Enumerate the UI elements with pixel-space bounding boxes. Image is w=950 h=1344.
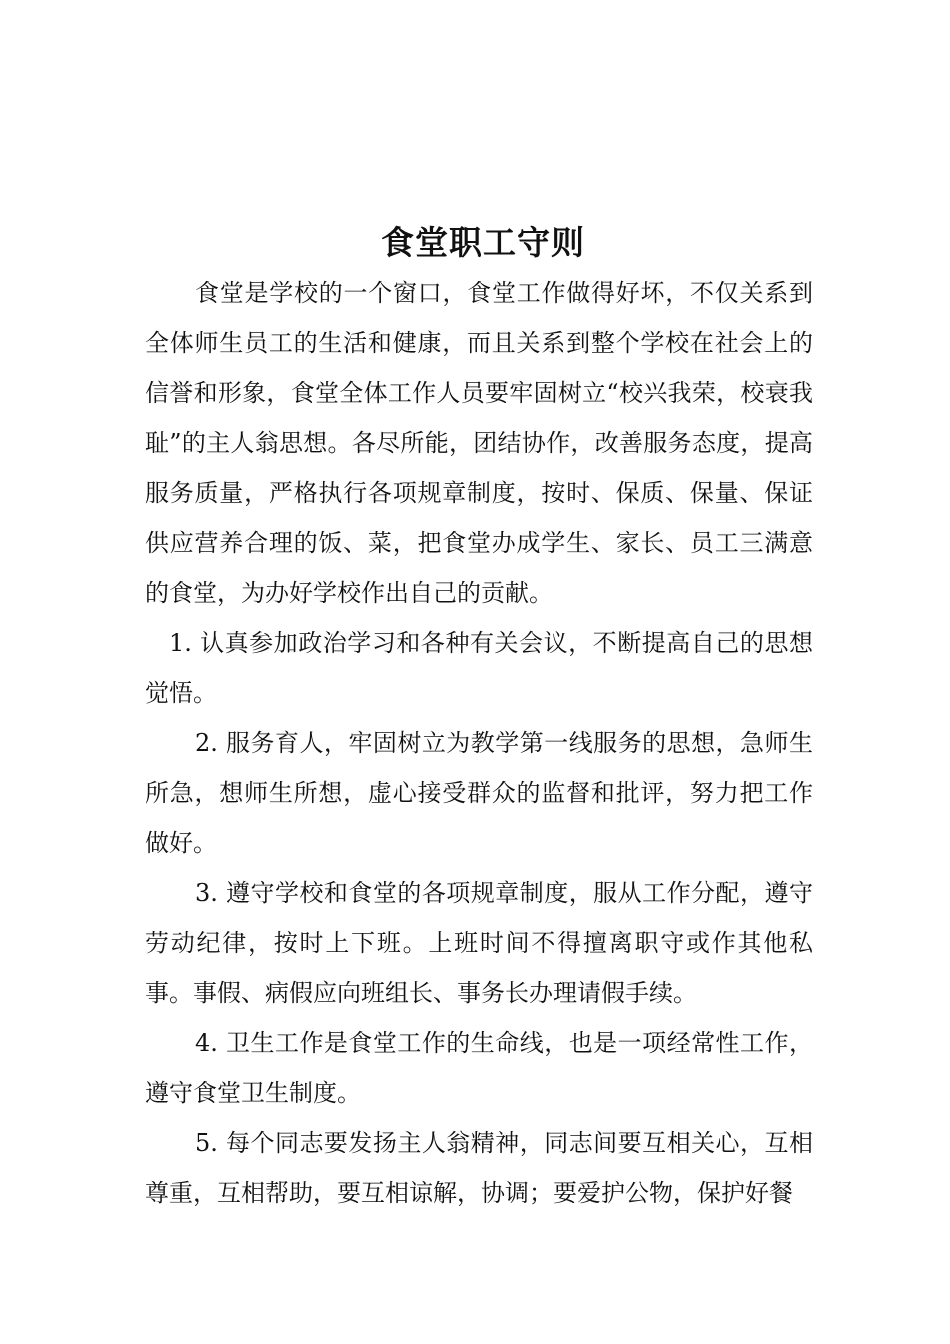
document-page <box>145 218 813 1218</box>
rule-item-3: 3. 遵守学校和食堂的各项规章制度，服从工作分配，遵守劳动纪律，按时上下班。上班时间不得擅离职守或作其他私事。事假、病假应向班组长、事务长办理请假手续。 <box>145 879 813 1007</box>
rule-item-4: 4. 卫生工作是食堂工作的生命线，也是一项经常性工作，遵守食堂卫生制度。 <box>145 1029 813 1107</box>
rule-item-5: 5. 每个同志要发扬主人翁精神，同志间要互相关心，互相尊重，互相帮助，要互相谅解，协调；要爱护公物，保护好餐 <box>145 1129 813 1207</box>
rule-item-1: 1. 认真参加政治学习和各种有关会议，不断提高自己的思想觉悟。 <box>145 629 813 707</box>
document-title: 食堂职工守则 <box>381 223 585 262</box>
intro-paragraph: 食堂是学校的一个窗口，食堂工作做得好坏，不仅关系到全体师生员工的生活和健康，而且关系到整个学校在社会上的信誉和形象，食堂全体工作人员要牢固树立“校兴我荣，校衰我耻”的主人翁思想。各尽所能，团结协作，改善服务态度，提高服务质量，严格执行各项规章制度，按时、保质、保量、保证供应营养合理的饭、菜，把食堂办成学生、家长、员工三满意的食堂，为办好学校作出自己的贡献。 <box>145 279 813 607</box>
rule-item-2: 2. 服务育人，牢固树立为教学第一线服务的思想，急师生所急，想师生所想，虚心接受群众的监督和批评，努力把工作做好。 <box>145 729 813 857</box>
